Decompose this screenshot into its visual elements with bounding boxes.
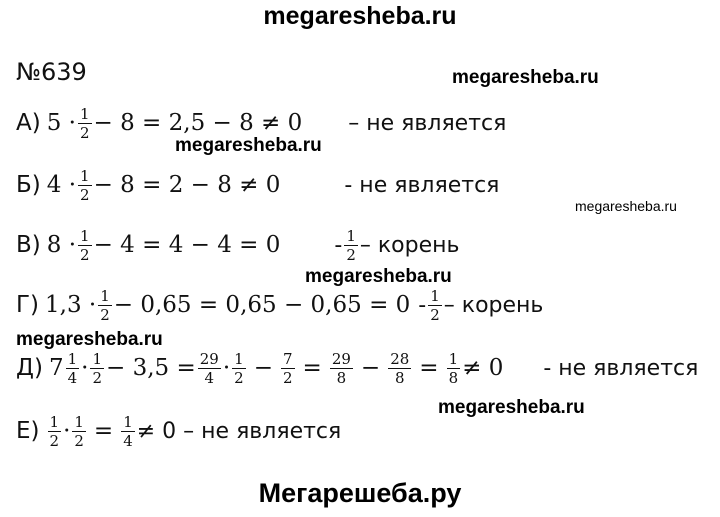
operator: =: [419, 355, 439, 381]
denominator: 2: [80, 245, 90, 264]
watermark: megaresheba.ru: [175, 135, 322, 156]
result-note: ≠ 0 – не является: [136, 418, 342, 444]
expr-text: − 8 = 2 − 8 ≠ 0: [93, 172, 281, 198]
result-note: - не является: [543, 355, 699, 381]
fraction: [232, 351, 246, 386]
fraction: [330, 351, 353, 386]
expr-text: 8 ·: [46, 232, 77, 258]
fraction: [344, 228, 358, 263]
fraction: [78, 228, 92, 263]
denominator: 2: [49, 431, 60, 450]
fraction: [66, 351, 80, 386]
denominator: 2: [234, 368, 244, 387]
result-note: - не является: [344, 172, 500, 198]
fraction: [447, 351, 461, 386]
fraction: [72, 414, 86, 449]
row-label: Г): [16, 292, 39, 318]
denominator: 2: [100, 305, 110, 324]
denominator: 2: [346, 245, 356, 264]
expr-text: − 3,5 =: [106, 355, 196, 381]
watermark-top: megaresheba.ru: [263, 2, 457, 30]
watermark: megaresheba.ru: [575, 198, 677, 214]
denominator: 2: [80, 185, 90, 204]
numerator: 7: [282, 349, 293, 368]
mixed-whole: 7: [48, 355, 64, 381]
numerator: 1: [346, 226, 356, 245]
fraction: [198, 351, 221, 386]
row-label: А): [16, 110, 41, 136]
numerator: 1: [448, 349, 459, 368]
numerator: 1: [234, 349, 244, 368]
row-label: Б): [16, 172, 41, 198]
solution-row-d: [16, 345, 698, 391]
result-note: – корень: [443, 292, 544, 318]
denominator: 4: [123, 431, 133, 450]
denominator: 2: [282, 368, 293, 387]
row-label: Д): [16, 355, 43, 381]
numerator: 1: [67, 349, 78, 368]
denominator: 4: [204, 368, 215, 387]
numerator: 1: [100, 286, 110, 305]
numerator: 1: [49, 412, 60, 431]
expr-text: 1,3 ·: [45, 292, 97, 318]
operator: ·: [63, 418, 71, 444]
expr-text: − 0,65 = 0,65 − 0,65 = 0: [113, 292, 411, 318]
operator: −: [253, 355, 273, 381]
watermark: megaresheba.ru: [16, 329, 163, 350]
operator: =: [302, 355, 322, 381]
numerator: 1: [79, 104, 90, 123]
expr-text: − 4 = 4 − 4 = 0: [93, 232, 281, 258]
fraction: [428, 288, 442, 323]
result-note: – не является: [348, 110, 507, 136]
numerator: 1: [430, 286, 440, 305]
solution-row-a: [16, 100, 506, 146]
fraction: [90, 351, 104, 386]
denominator: 2: [79, 123, 90, 142]
denominator: 8: [336, 368, 347, 387]
fraction: [78, 106, 92, 141]
numerator: 1: [123, 412, 133, 431]
fraction: [281, 351, 295, 386]
solution-row-b: [16, 162, 499, 208]
watermark-bottom: Мегарешеба.ру: [258, 478, 462, 508]
note-dash: -: [418, 292, 427, 318]
expr-text: 4 ·: [46, 172, 77, 198]
denominator: 4: [67, 368, 78, 387]
numerator: 1: [80, 226, 90, 245]
solution-row-v: [16, 222, 459, 268]
fraction: [48, 414, 62, 449]
row-label: В): [16, 232, 41, 258]
expr-text: ≠ 0: [462, 355, 504, 381]
result-note: – корень: [359, 232, 460, 258]
numerator: 1: [80, 166, 90, 185]
denominator: 2: [430, 305, 440, 324]
watermark: megaresheba.ru: [305, 266, 452, 287]
solution-row-g: [16, 282, 543, 328]
denominator: 8: [448, 368, 459, 387]
numerator: 28: [390, 349, 410, 368]
watermark: megaresheba.ru: [452, 67, 599, 88]
numerator: 1: [92, 349, 102, 368]
watermark: megaresheba.ru: [438, 397, 585, 418]
operator: −: [360, 355, 381, 381]
fraction: [121, 414, 135, 449]
denominator: 2: [92, 368, 102, 387]
fraction: [98, 288, 112, 323]
row-label: Е): [16, 418, 40, 444]
expr-text: − 8 = 2,5 − 8 ≠ 0: [93, 110, 303, 136]
solution-row-e: [16, 408, 341, 454]
note-dash: -: [334, 232, 343, 258]
fraction: [388, 351, 411, 386]
denominator: 8: [394, 368, 405, 387]
denominator: 2: [74, 431, 84, 450]
expr-text: 5 ·: [46, 110, 76, 136]
fraction: [78, 168, 92, 203]
problem-number: №639: [16, 58, 87, 86]
numerator: 29: [199, 349, 219, 368]
operator: =: [93, 418, 114, 444]
operator: ·: [222, 355, 231, 381]
numerator: 1: [74, 412, 84, 431]
operator: ·: [81, 355, 89, 381]
numerator: 29: [331, 349, 351, 368]
